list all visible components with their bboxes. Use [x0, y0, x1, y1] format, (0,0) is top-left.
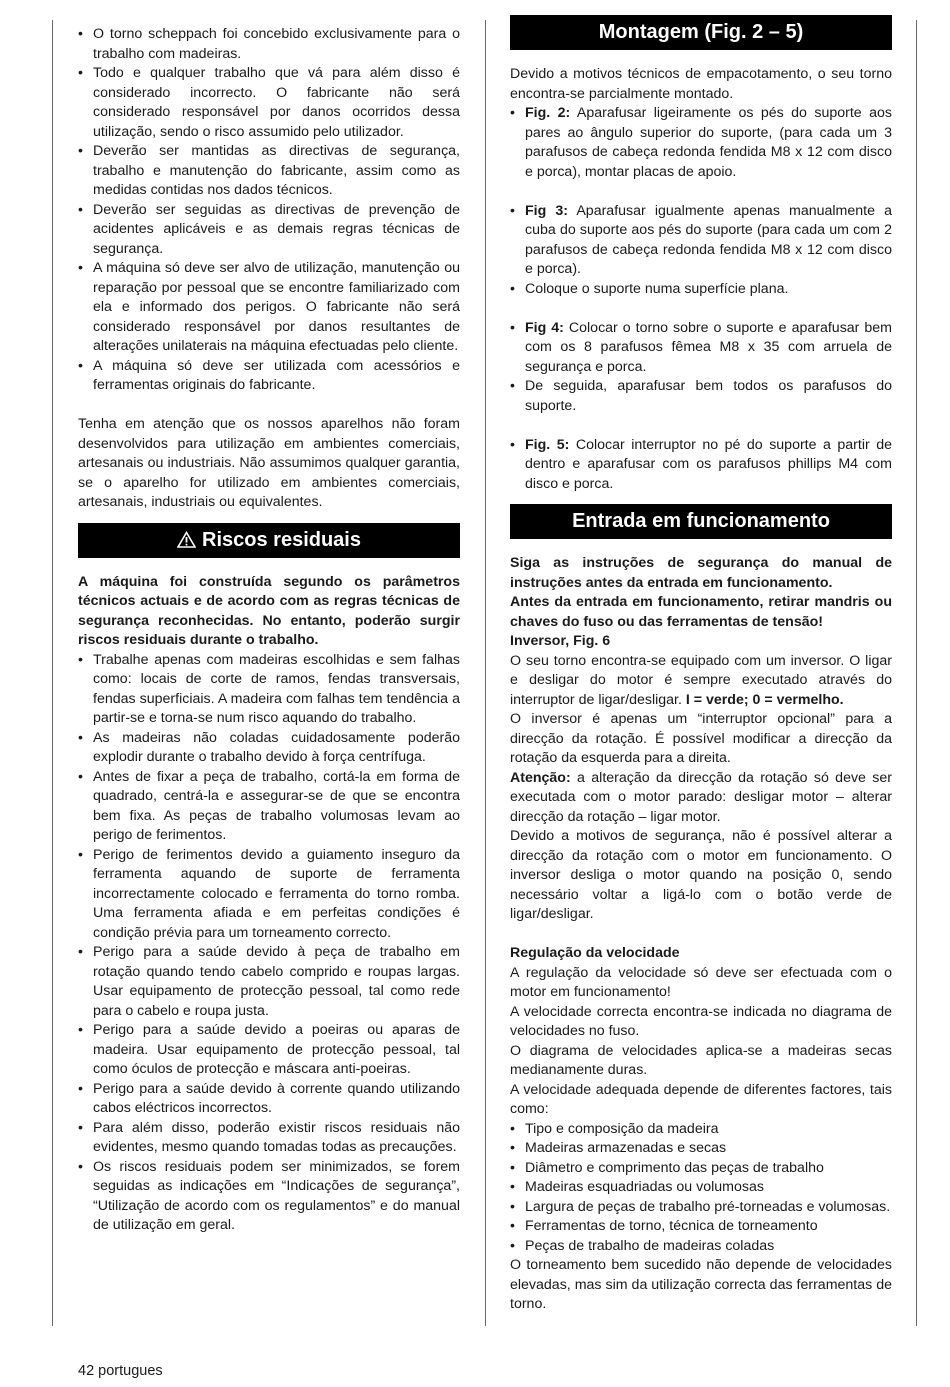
fig-text: Colocar o torno sobre o suporte e aparafusar bem com os 8 parafusos fêmea M8 x 35 com arruela de segurança e porca.	[525, 319, 892, 375]
attention-text: a alteração da direcção da rotação só deve ser executada com o motor parado: desligar motor – alterar direcção da rotação – ligar motor.	[510, 769, 892, 825]
list-item	[510, 202, 892, 280]
left-column-rule	[52, 20, 53, 1326]
speed-factors-list	[510, 1120, 892, 1257]
residual-risks-title: Riscos residuais	[202, 528, 361, 551]
inversor-paragraph	[510, 652, 892, 711]
assembly-fig3-list	[510, 202, 892, 300]
fig-text: Colocar interruptor no pé do suporte a partir de dentro e aparafusar com os parafusos phillips M4 com disco e porca.	[525, 436, 892, 492]
fig-label: Fig. 2:	[525, 105, 571, 121]
speed-paragraph-2: A velocidade correcta encontra-se indicada no diagrama de velocidades no fuso.	[510, 1003, 892, 1039]
list-item	[510, 319, 892, 378]
speed-closing: O torneamento bem sucedido não depende de velocidades elevadas, mas sim da utilização correcta das ferramentas de torno.	[510, 1257, 892, 1312]
list-item	[510, 104, 892, 182]
fig-label: Fig. 5:	[525, 436, 570, 453]
fig-label: Fig 3:	[525, 202, 569, 219]
fig-text: Aparafusar igualmente apenas manualmente a cuba do suporte aos pés do suporte (para cada um com 2 parafusos de cabeça redonda fendida M8 x 12 com disco e porca).	[525, 202, 892, 277]
residual-risks-lead: A máquina foi construída segundo os parâmetros técnicos actuais e de acordo com as regras técnicas de segurança reconhecidas. No entanto, poderão surgir riscos residuais durante o trabalho.	[78, 573, 460, 648]
residual-risks-list	[78, 651, 460, 1236]
list-item: • Diâmetro e comprimento das peças de trabalho	[510, 1159, 892, 1179]
list-item: • Perigo para a saúde devido à peça de trabalho em rotação quando tendo cabelo comprido e roupas largas. Usar equipamento de protecção pessoal, tal como rede para o cabelo e roupa justa.	[78, 943, 460, 1021]
assembly-fig5-list	[510, 436, 892, 495]
attention-paragraph	[510, 769, 892, 828]
list-item: • Para além disso, poderão existir riscos residuais não evidentes, mesmo quando tomadas todas as precauções.	[78, 1119, 460, 1158]
list-item	[510, 436, 892, 495]
list-item: • Deverão ser seguidas as directivas de prevenção de acidentes aplicáveis e as demais regras técnicas de segurança.	[78, 201, 460, 260]
speed-paragraph-1: A regulação da velocidade só deve ser efectuada com o motor em funcionamento!	[510, 964, 892, 1000]
page-number: 42	[78, 1363, 95, 1379]
assembly-intro: Devido a motivos técnicos de empacotamento, o seu torno encontra-se parcialmente montado.	[510, 66, 892, 102]
list-item: • A máquina só deve ser utilizada com acessórios e ferramentas originais do fabricante.	[78, 357, 460, 396]
list-item: • Tipo e composição da madeira	[510, 1120, 892, 1140]
startup-safety-note: Siga as instruções de segurança do manual de instruções antes da entrada em funcionamento.	[510, 555, 892, 591]
page-footer	[78, 1362, 163, 1382]
list-item: • As madeiras não coladas cuidadosamente poderão explodir durante o trabalho devido à força centrífuga.	[78, 729, 460, 768]
list-item: • A máquina só deve ser alvo de utilização, manutenção ou reparação por pessoal que se encontre familiarizado com ela e informado dos perigos. O fabricante não será considerado responsável por danos resultantes de alterações unilaterais na máquina efectuadas pelo cliente.	[78, 259, 460, 357]
list-item: • Peças de trabalho de madeiras coladas	[510, 1237, 892, 1257]
inversor-heading: Inversor, Fig. 6	[510, 633, 611, 649]
speed-heading: Regulação da velocidade	[510, 945, 680, 961]
inversor-paragraph-3: Devido a motivos de segurança, não é possível alterar a direcção da rotação com o motor em funcionamento. O inversor desliga o motor quando na posição 0, sendo necessário voltar a ligá-lo com o botão verde de ligar/desligar.	[510, 828, 892, 922]
right-column-rule	[916, 20, 917, 1326]
attention-label: Atenção:	[510, 769, 571, 786]
inversor-text: O seu torno encontra-se equipado com um inversor. O ligar e desligar do motor é sempre executado através do interruptor de ligar/desligar.	[510, 652, 892, 708]
usage-note: Tenha em atenção que os nossos aparelhos não foram desenvolvidos para utilização em ambientes comerciais, artesanais ou industriais. Não assumimos qualquer garantia, se o aparelho for utilizado em ambientes comerciais, artesanais, industriais ou equivalentes.	[78, 416, 460, 510]
inversor-paragraph-2: O inversor é apenas um “interruptor opcional” para a direcção da rotação. É possível modificar a direcção da rotação da esquerda para a direita.	[510, 711, 892, 766]
speed-paragraph-3: O diagrama de velocidades aplica-se a madeiras secas medianamente duras.	[510, 1042, 892, 1078]
center-column-rule	[485, 20, 486, 1326]
list-item: • De seguida, aparafusar bem todos os parafusos do suporte.	[510, 377, 892, 416]
list-item: • Todo e qualquer trabalho que vá para além disso é considerado incorrecto. O fabricante não será considerado responsável por danos ocorridos dessa utilização, sendo o risco assumido pelo utilizador.	[78, 64, 460, 142]
assembly-fig2-list	[510, 104, 892, 182]
warning-triangle-icon	[177, 523, 196, 558]
list-item: • Madeiras esquadriadas ou volumosas	[510, 1178, 892, 1198]
left-column	[78, 25, 460, 1236]
right-column	[510, 15, 892, 1315]
list-item: • Coloque o suporte numa superfície plana.	[510, 280, 892, 300]
footer-language: portugues	[98, 1363, 163, 1379]
startup-heading: Entrada em funcionamento	[510, 504, 892, 539]
list-item: • Perigo para a saúde devido à corrente quando utilizando cabos eléctricos incorrectos.	[78, 1080, 460, 1119]
inversor-color-code: I = verde; 0 = vermelho.	[685, 691, 844, 708]
list-item: • Largura de peças de trabalho pré-torneadas e volumosas.	[510, 1198, 892, 1218]
list-item: • Trabalhe apenas com madeiras escolhidas e sem falhas como: locais de corte de ramos, fendas transversais, fendas superficiais. A madeira com falhas tem tendência a partir-se e torna-se num risco aquando do trabalho.	[78, 651, 460, 729]
startup-remove-note: Antes da entrada em funcionamento, retirar mandris ou chaves do fuso ou das ferramentas de tensão!	[510, 594, 892, 630]
intro-list	[78, 25, 460, 396]
list-item: • Deverão ser mantidas as directivas de segurança, trabalho e manutenção do fabricante, assim como as medidas contidas nos dados técnicos.	[78, 142, 460, 201]
list-item: • Os riscos residuais podem ser minimizados, se forem seguidas as indicações em “Indicações de segurança”, “Utilização de acordo com os regulamentos” e do manual de utilização em geral.	[78, 1158, 460, 1236]
list-item: • O torno scheppach foi concebido exclusivamente para o trabalho com madeiras.	[78, 25, 460, 64]
fig-text: Aparafusar ligeiramente os pés do suporte aos pares ao ângulo superior do suporte, (para cada um 3 parafusos de cabeça redonda fendida M8 x 12 com disco e porca), montar placas de apoio.	[525, 105, 892, 180]
speed-paragraph-4: A velocidade adequada depende de diferentes factores, tais como:	[510, 1081, 892, 1117]
list-item: • Perigo de ferimentos devido a guiamento inseguro da ferramenta aquando de suporte de ferramenta incorrectamente colocado e ferramenta do torno romba. Uma ferramenta afiada e em perfeitas condições é condição prévia para um torneamento correcto.	[78, 846, 460, 944]
assembly-fig4-list	[510, 319, 892, 417]
assembly-heading: Montagem (Fig. 2 – 5)	[510, 15, 892, 50]
fig-label: Fig 4:	[525, 319, 564, 336]
residual-risks-heading	[78, 523, 460, 558]
list-item: • Antes de fixar a peça de trabalho, cortá-la em forma de quadrado, centrá-la e assegurar-se de que se encontra bem fixa. As peças de trabalho volumosas levam ao perigo de ferimentos.	[78, 768, 460, 846]
list-item: • Perigo para a saúde devido a poeiras ou aparas de madeira. Usar equipamento de protecção pessoal, tal como óculos de protecção e máscara anti-poeiras.	[78, 1021, 460, 1080]
list-item: • Ferramentas de torno, técnica de torneamento	[510, 1217, 892, 1237]
list-item: • Madeiras armazenadas e secas	[510, 1139, 892, 1159]
